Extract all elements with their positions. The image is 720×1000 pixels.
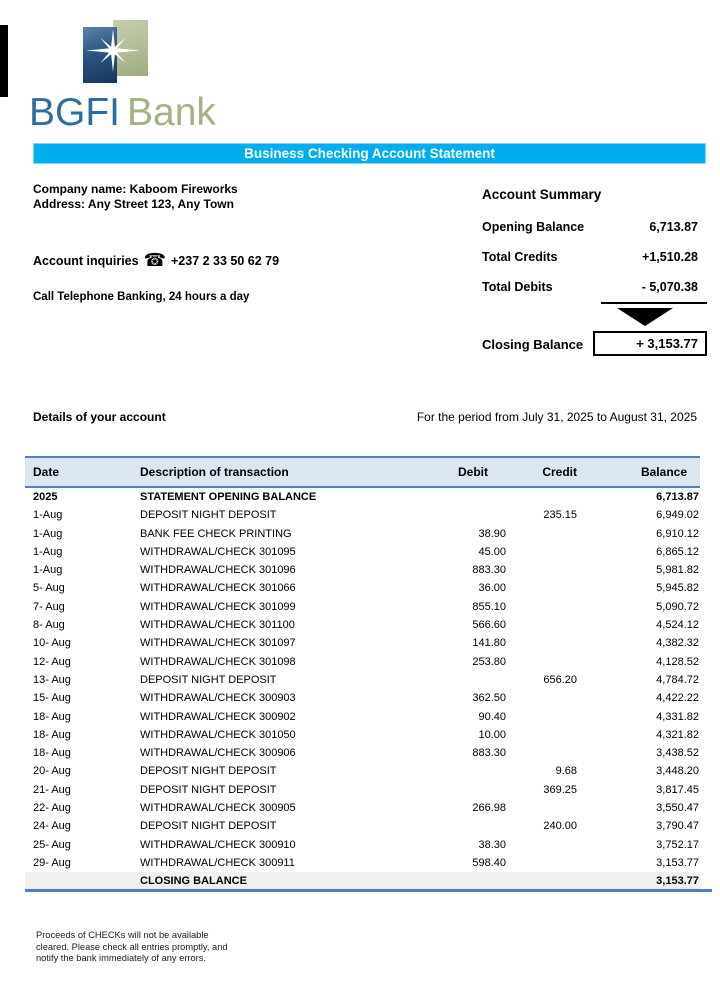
- table-row: [25, 854, 700, 872]
- details-heading: Details of your account: [33, 410, 166, 424]
- account-summary-heading: Account Summary: [482, 187, 602, 202]
- table-row-closing: [25, 872, 700, 890]
- table-row: [25, 708, 700, 726]
- cell-date: 18- Aug: [33, 747, 71, 760]
- telephone-banking-line: Call Telephone Banking, 24 hours a day: [33, 291, 250, 303]
- cell-description: DEPOSIT NIGHT DEPOSIT: [140, 783, 277, 796]
- cell-debit: 36.00: [478, 582, 506, 595]
- statement-title: Business Checking Account Statement: [244, 146, 495, 161]
- cell-debit: 38.90: [478, 527, 506, 540]
- closing-balance-label: Closing Balance: [482, 337, 584, 352]
- table-row: [25, 817, 700, 835]
- summary-value: +1,510.28: [642, 250, 698, 264]
- company-name-line: Company name: Kaboom Fireworks: [33, 182, 238, 196]
- cell-date: 1-Aug: [33, 527, 63, 540]
- cell-balance: 5,981.82: [656, 564, 699, 577]
- table-row: [25, 579, 700, 597]
- cell-description: WITHDRAWAL/CHECK 300906: [140, 747, 296, 760]
- summary-label: Total Debits: [482, 280, 553, 294]
- cell-balance: 3,153.77: [656, 856, 699, 869]
- cell-balance: 4,422.22: [656, 692, 699, 705]
- table-row: [25, 561, 700, 579]
- cell-debit: 38.30: [478, 838, 506, 851]
- footer-line: Proceeds of CHECKs will not be available: [36, 930, 209, 940]
- table-bottom-rule: [25, 889, 712, 892]
- table-row-opening: [25, 488, 700, 506]
- cell-date: 18- Aug: [33, 710, 71, 723]
- cell-description: WITHDRAWAL/CHECK 301100: [140, 619, 295, 632]
- print-registration-mark: [0, 25, 8, 97]
- cell-date: 25- Aug: [33, 838, 71, 851]
- cell-balance: 3,153.77: [656, 875, 699, 888]
- cell-debit: 141.80: [472, 637, 506, 650]
- cell-debit: 855.10: [472, 600, 506, 613]
- cell-debit: 253.80: [472, 655, 506, 668]
- cell-description: WITHDRAWAL/CHECK 301097: [140, 637, 296, 650]
- cell-balance: 5,945.82: [656, 582, 699, 595]
- telephone-icon: ☎: [143, 250, 166, 270]
- bgfi-star-icon: [85, 28, 141, 73]
- cell-description: STATEMENT OPENING BALANCE: [140, 491, 317, 503]
- transactions-table-body: [25, 488, 700, 891]
- cell-balance: 6,910.12: [656, 527, 699, 540]
- cell-date: 10- Aug: [33, 637, 71, 650]
- cell-debit: 566.60: [472, 619, 506, 632]
- table-row: [25, 543, 700, 561]
- cell-date: 12- Aug: [33, 655, 71, 668]
- table-row: [25, 799, 700, 817]
- summary-row-total-debits: [482, 280, 698, 294]
- cell-debit: 266.98: [472, 802, 506, 815]
- phone-number: +237 2 33 50 62 79: [171, 254, 280, 268]
- cell-balance: 3,448.20: [656, 765, 699, 778]
- table-header-date: Date: [33, 465, 60, 479]
- cell-description: DEPOSIT NIGHT DEPOSIT: [140, 765, 277, 778]
- cell-description: WITHDRAWAL/CHECK 300903: [140, 692, 296, 705]
- summary-label: Total Credits: [482, 250, 558, 264]
- table-row: [25, 634, 700, 652]
- cell-description: WITHDRAWAL/CHECK 300911: [140, 856, 295, 869]
- cell-debit: 45.00: [478, 545, 506, 558]
- cell-date: 8- Aug: [33, 619, 65, 632]
- table-header-description: Description of transaction: [140, 465, 289, 479]
- cell-date: 15- Aug: [33, 692, 71, 705]
- cell-description: DEPOSIT NIGHT DEPOSIT: [140, 673, 277, 686]
- table-row: [25, 506, 700, 524]
- cell-balance: 6,865.12: [656, 545, 699, 558]
- table-row: [25, 671, 700, 689]
- cell-debit: 10.00: [478, 728, 506, 741]
- table-row: [25, 616, 700, 634]
- brand-wordmark: [29, 91, 216, 134]
- cell-date: 21- Aug: [33, 783, 71, 796]
- cell-date: 2025: [33, 491, 58, 503]
- cell-debit: 598.40: [472, 856, 506, 869]
- cell-description: WITHDRAWAL/CHECK 300910: [140, 838, 296, 851]
- closing-balance-box: [593, 331, 707, 356]
- cell-balance: 4,524.12: [656, 619, 699, 632]
- cell-date: 5- Aug: [33, 582, 65, 595]
- cell-balance: 4,784.72: [656, 673, 699, 686]
- footer-notice: [36, 930, 228, 965]
- summary-value: - 5,070.38: [641, 280, 698, 294]
- cell-description: WITHDRAWAL/CHECK 301095: [140, 545, 296, 558]
- brand-bank: Bank: [127, 91, 216, 134]
- summary-row-opening-balance: [482, 220, 698, 234]
- cell-description: WITHDRAWAL/CHECK 301050: [140, 728, 296, 741]
- table-header-credit: Credit: [542, 465, 577, 479]
- cell-date: 7- Aug: [33, 600, 65, 613]
- cell-balance: 5,090.72: [656, 600, 699, 613]
- cell-balance: 4,128.52: [656, 655, 699, 668]
- cell-debit: 362.50: [472, 692, 506, 705]
- transaction-rows: [25, 506, 700, 872]
- cell-balance: 4,331.82: [656, 710, 699, 723]
- cell-credit: 235.15: [543, 509, 577, 522]
- table-row: [25, 653, 700, 671]
- cell-description: WITHDRAWAL/CHECK 301099: [140, 600, 296, 613]
- company-block: [33, 182, 238, 211]
- cell-credit: 656.20: [543, 673, 577, 686]
- table-header-debit: Debit: [458, 465, 488, 479]
- cell-date: 1-Aug: [33, 545, 63, 558]
- cell-balance: 6,949.02: [656, 509, 699, 522]
- table-row: [25, 781, 700, 799]
- cell-credit: 369.25: [543, 783, 577, 796]
- summary-row-total-credits: [482, 250, 698, 264]
- statement-title-bar: [33, 143, 706, 164]
- account-inquiries-label: Account inquiries: [33, 254, 139, 268]
- cell-balance: 4,321.82: [656, 728, 699, 741]
- cell-description: WITHDRAWAL/CHECK 301096: [140, 564, 296, 577]
- cell-balance: 3,790.47: [656, 820, 699, 833]
- table-header-balance: Balance: [640, 465, 687, 479]
- footer-line: notify the bank immediately of any errors.: [36, 953, 207, 964]
- cell-debit: 90.40: [478, 710, 506, 723]
- summary-label: Opening Balance: [482, 220, 585, 234]
- cell-balance: 6,713.87: [656, 491, 699, 503]
- cell-description: CLOSING BALANCE: [140, 875, 247, 888]
- cell-description: WITHDRAWAL/CHECK 300902: [140, 710, 296, 723]
- cell-description: WITHDRAWAL/CHECK 301098: [140, 655, 296, 668]
- table-row: [25, 762, 700, 780]
- total-debits-rule: [601, 302, 707, 304]
- cell-description: BANK FEE CHECK PRINTING: [140, 527, 292, 540]
- table-row: [25, 726, 700, 744]
- cell-debit: 883.30: [472, 564, 506, 577]
- cell-balance: 3,752.17: [656, 838, 699, 851]
- cell-balance: 3,817.45: [656, 783, 699, 796]
- cell-balance: 3,550.47: [656, 802, 699, 815]
- cell-credit: 240.00: [543, 820, 577, 833]
- company-address-line: Address: Any Street 123, Any Town: [33, 196, 234, 211]
- cell-credit: 9.68: [555, 765, 577, 778]
- table-row: [25, 525, 700, 543]
- table-header-row: [25, 456, 700, 488]
- arrow-down-icon: [617, 308, 673, 326]
- cell-date: 1-Aug: [33, 509, 63, 522]
- statement-period: For the period from July 31, 2025 to August 31, 2025: [416, 410, 697, 424]
- cell-date: 22- Aug: [33, 802, 71, 815]
- cell-debit: 883.30: [472, 747, 506, 760]
- summary-value: 6,713.87: [649, 220, 698, 234]
- footer-line: cleared. Please check all entries promptly, and: [36, 941, 228, 952]
- cell-description: DEPOSIT NIGHT DEPOSIT: [140, 820, 277, 833]
- cell-date: 29- Aug: [33, 856, 71, 869]
- table-row: [25, 598, 700, 616]
- cell-description: DEPOSIT NIGHT DEPOSIT: [140, 509, 277, 522]
- table-row: [25, 744, 700, 762]
- cell-description: WITHDRAWAL/CHECK 300905: [140, 802, 296, 815]
- cell-balance: 3,438.52: [656, 747, 699, 760]
- cell-date: 1-Aug: [33, 564, 63, 577]
- cell-date: 24- Aug: [33, 820, 71, 833]
- account-inquiries-line: [33, 249, 279, 270]
- closing-balance-value: + 3,153.77: [636, 336, 698, 351]
- cell-date: 13- Aug: [33, 673, 71, 686]
- table-row: [25, 689, 700, 707]
- cell-date: 20- Aug: [33, 765, 71, 778]
- table-row: [25, 836, 700, 854]
- cell-balance: 4,382.32: [656, 637, 699, 650]
- brand-bgfi: BGFI: [29, 91, 121, 134]
- cell-description: WITHDRAWAL/CHECK 301066: [140, 582, 296, 595]
- cell-date: 18- Aug: [33, 728, 71, 741]
